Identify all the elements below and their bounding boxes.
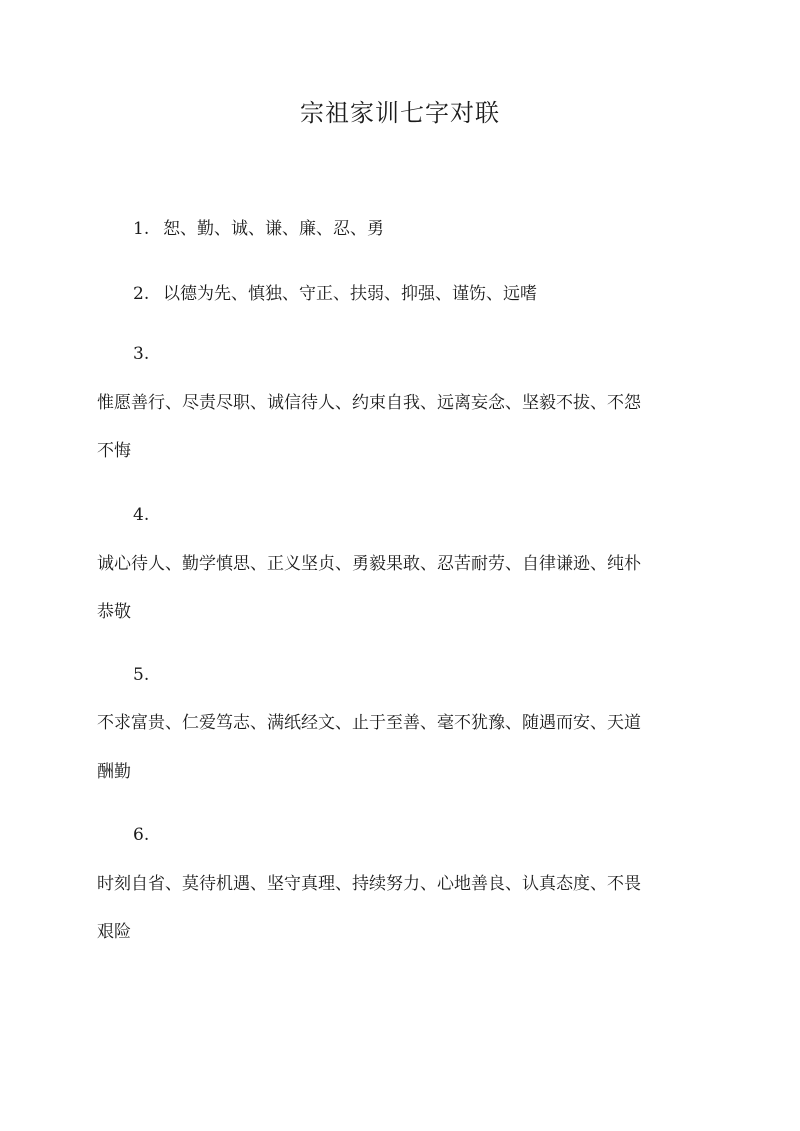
list-item-text: 惟愿善行、尽责尽职、诚信待人、约束自我、远离妄念、坚毅不拔、不怨 — [97, 393, 641, 413]
list-item-text: 以德为先、慎独、守正、扶弱、抑强、谨饬、远嗜 — [163, 284, 537, 304]
list-item-text: 恭敬 — [97, 602, 131, 622]
document-title: 宗祖家训七字对联 — [300, 99, 500, 127]
list-item-number: 6. — [133, 825, 150, 845]
list-item-text: 酬勤 — [97, 762, 131, 782]
list-item-number: 2. — [133, 284, 150, 304]
list-item-number: 5. — [133, 665, 150, 685]
list-item-text: 诚心待人、勤学慎思、正义坚贞、勇毅果敢、忍苦耐劳、自律谦逊、纯朴 — [97, 554, 641, 574]
list-item-number: 1. — [133, 219, 150, 239]
list-item-text: 不求富贵、仁爱笃志、满纸经文、止于至善、毫不犹豫、随遇而安、天道 — [97, 713, 641, 733]
list-item-line — [133, 216, 384, 242]
list-item-line — [133, 281, 537, 307]
list-item-text: 恕、勤、诚、谦、廉、忍、勇 — [163, 219, 384, 239]
list-item-text: 时刻自省、莫待机遇、坚守真理、持续努力、心地善良、认真态度、不畏 — [97, 874, 641, 894]
list-item-number: 4. — [133, 505, 150, 525]
list-item-text: 艰险 — [97, 922, 131, 942]
list-item-text: 不悔 — [97, 441, 131, 461]
list-item-number: 3. — [133, 344, 150, 364]
